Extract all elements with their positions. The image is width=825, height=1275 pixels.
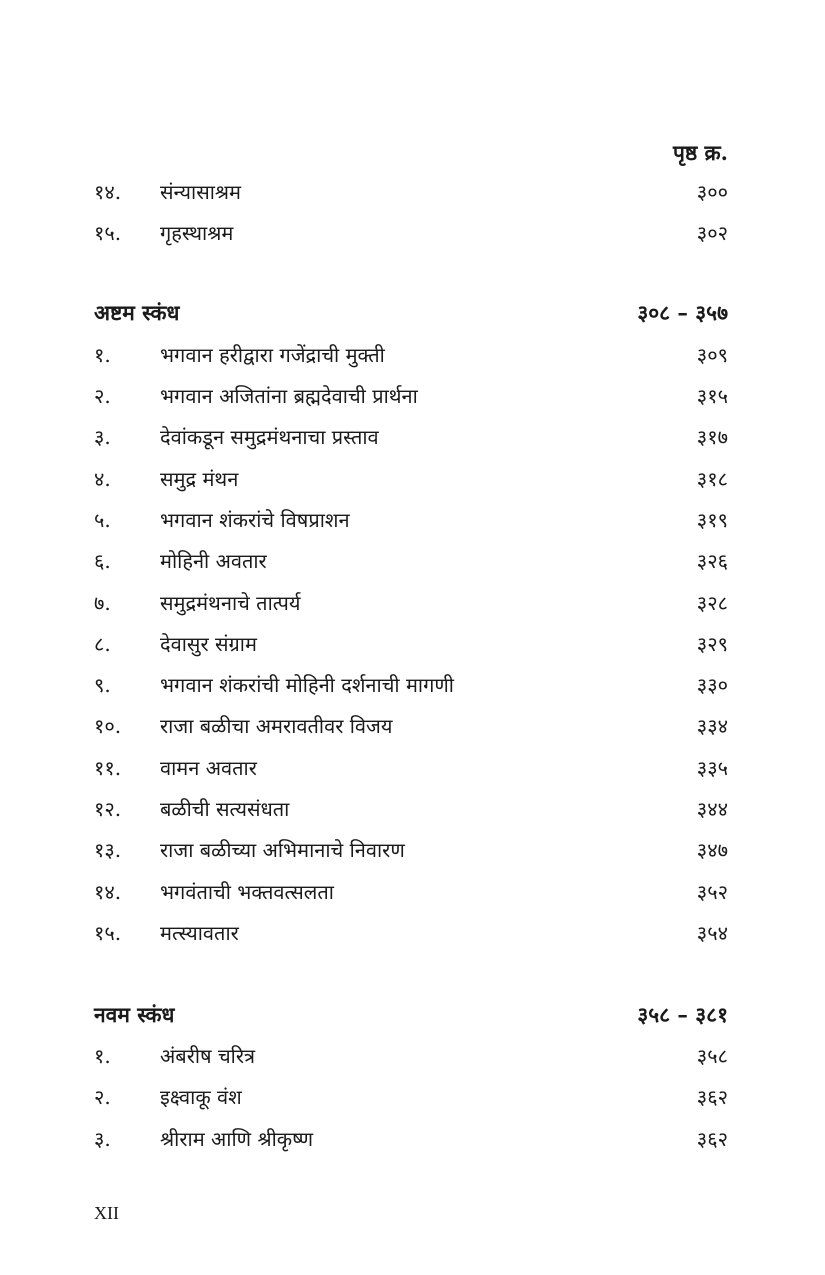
toc-row (94, 870, 728, 911)
toc-item-number: २. (94, 1085, 111, 1110)
toc-item-title: राजा बळीच्या अभिमानाचे निवारण (160, 838, 405, 863)
section-spacer (94, 254, 728, 293)
toc-row (94, 416, 728, 457)
section-page-range: ३०८ – ३५७ (637, 300, 728, 326)
table-of-contents (94, 135, 728, 1159)
toc-row (94, 212, 728, 253)
toc-item-page: ३२६ (696, 549, 728, 574)
toc-item-number: १५. (94, 920, 122, 945)
toc-item-number: ११. (94, 755, 122, 780)
toc-item-title: संन्यासाश्रम (160, 180, 242, 205)
toc-item-title: भगवान शंकरांची मोहिनी दर्शनाची मागणी (160, 673, 454, 698)
toc-row (94, 581, 728, 622)
section-heading (94, 293, 728, 334)
toc-item-page: ३५२ (696, 879, 728, 904)
toc-row (94, 1035, 728, 1076)
page-number: XII (94, 1203, 119, 1223)
toc-item-page: ३४७ (696, 838, 728, 863)
toc-item-page: ३५८ (696, 1044, 728, 1069)
toc-row (94, 623, 728, 664)
toc-row (94, 664, 728, 705)
toc-item-number: २. (94, 384, 111, 409)
toc-item-page: ३६२ (696, 1126, 728, 1151)
toc-item-number: ३. (94, 1126, 111, 1151)
page-column-header: पृष्ठ क्र. (672, 140, 728, 165)
section-navam-skandh (94, 994, 728, 1159)
toc-row (94, 1076, 728, 1117)
toc-item-number: १४. (94, 879, 122, 904)
toc-item-page: ३२८ (696, 590, 728, 615)
toc-item-page: ३२९ (696, 631, 728, 656)
toc-item-page: ३३५ (696, 755, 728, 780)
toc-item-title: भगवान शंकरांचे विषप्राशन (160, 507, 350, 532)
toc-row (94, 375, 728, 416)
toc-item-number: १०. (94, 714, 122, 739)
toc-item-page: ३४४ (696, 797, 728, 821)
toc-item-title: भगवान अजितांना ब्रह्मदेवाची प्रार्थना (160, 384, 418, 409)
toc-item-page: ३१७ (696, 425, 728, 450)
toc-item-page: ३०९ (696, 342, 728, 367)
toc-row (94, 747, 728, 788)
section-ashtam-skandh (94, 293, 728, 953)
toc-item-number: ३. (94, 425, 111, 450)
toc-item-title: इक्ष्वाकू वंश (160, 1085, 242, 1110)
toc-item-number: ४. (94, 466, 111, 491)
toc-item-title: समुद्र मंथन (160, 466, 239, 491)
toc-item-number: ९. (94, 673, 111, 698)
toc-item-title: वामन अवतार (160, 755, 257, 780)
toc-item-number: ५. (94, 507, 111, 532)
toc-item-page: ३१९ (696, 507, 728, 532)
toc-item-title: अंबरीष चरित्र (160, 1044, 256, 1069)
toc-item-page: ३३४ (696, 714, 728, 739)
toc-item-title: श्रीराम आणि श्रीकृष्ण (160, 1126, 314, 1151)
section-spacer (94, 953, 728, 994)
toc-item-title: भगवान हरीद्वारा गजेंद्राची मुक्ती (160, 342, 385, 367)
toc-row (94, 788, 728, 829)
toc-item-title: बळीची सत्यसंधता (160, 797, 290, 821)
toc-item-number: १४. (94, 180, 122, 205)
section-page-range: ३५८ – ३८१ (637, 1001, 728, 1027)
toc-item-title: देवांकडून समुद्रमंथनाचा प्रस्ताव (160, 425, 379, 450)
section-title: नवम स्कंध (94, 1001, 175, 1027)
toc-row (94, 912, 728, 953)
toc-row (94, 705, 728, 746)
toc-item-title: देवासुर संग्राम (160, 631, 257, 656)
toc-item-title: मोहिनी अवतार (160, 549, 267, 574)
toc-item-page: ३०२ (696, 221, 728, 246)
toc-row (94, 171, 728, 212)
toc-row (94, 334, 728, 375)
toc-row (94, 1118, 728, 1159)
toc-item-title: भगवंताची भक्तवत्सलता (160, 879, 334, 904)
toc-item-number: १२. (94, 797, 122, 821)
toc-row (94, 540, 728, 581)
toc-item-number: १५. (94, 221, 122, 246)
toc-item-page: ३५४ (696, 920, 728, 945)
toc-item-page: ३३० (696, 673, 728, 698)
toc-row (94, 499, 728, 540)
toc-item-title: गृहस्थाश्रम (160, 221, 234, 246)
toc-item-number: ८. (94, 631, 111, 656)
toc-row (94, 829, 728, 870)
toc-item-number: १. (94, 1044, 111, 1069)
toc-item-number: १. (94, 342, 111, 367)
toc-item-title: मत्स्यावतार (160, 920, 239, 945)
toc-item-number: ७. (94, 590, 111, 615)
toc-item-page: ३०० (696, 180, 728, 205)
toc-row (94, 457, 728, 498)
toc-item-title: समुद्रमंथनाचे तात्पर्य (160, 590, 301, 615)
toc-item-title: राजा बळीचा अमरावतीवर विजय (160, 714, 393, 739)
section-heading (94, 994, 728, 1035)
toc-group-continued (94, 171, 728, 254)
toc-item-number: १३. (94, 838, 122, 863)
toc-item-page: ३१८ (696, 466, 728, 491)
section-title: अष्टम स्कंध (94, 300, 180, 326)
toc-item-page: ३६२ (696, 1085, 728, 1110)
toc-item-page: ३१५ (696, 384, 728, 409)
toc-item-number: ६. (94, 549, 111, 574)
